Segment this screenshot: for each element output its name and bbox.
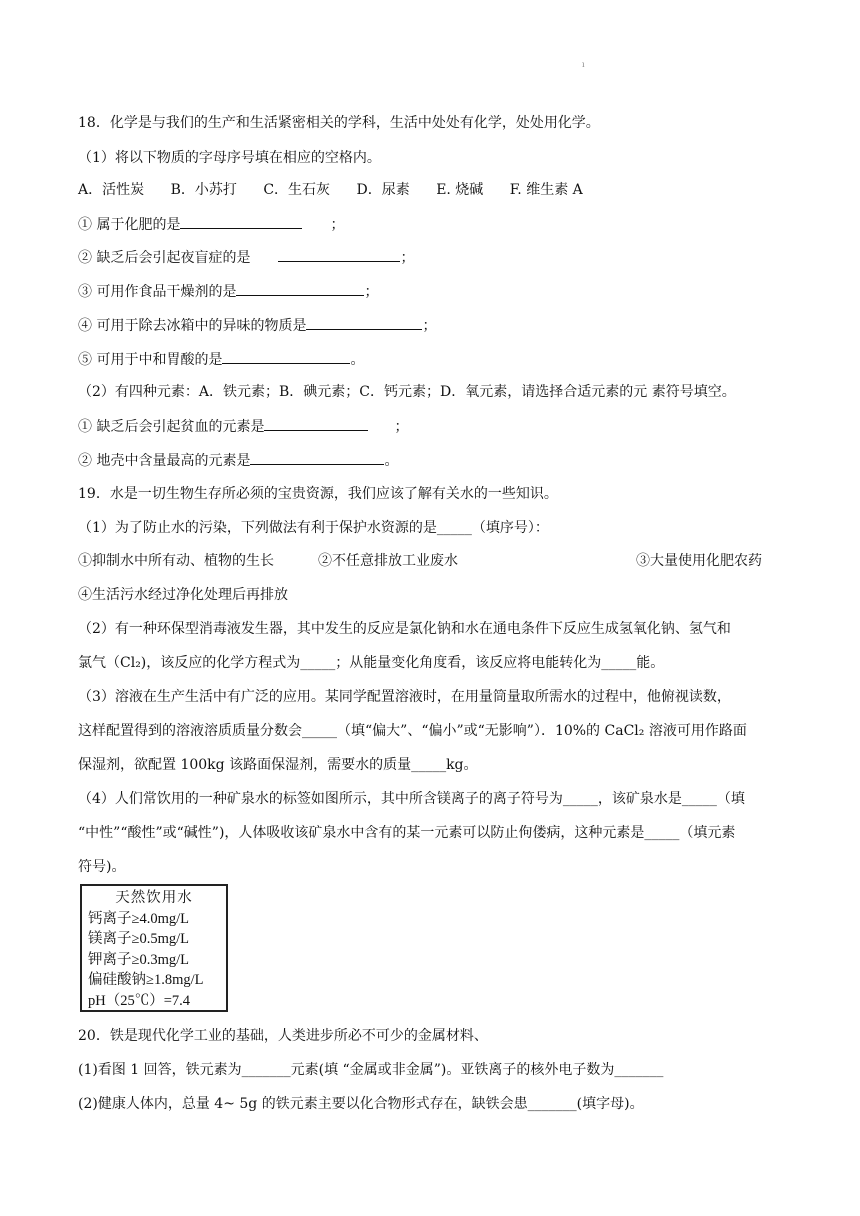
q20-stem: 20．铁是现代化学工业的基础，人类进步所必不可少的金属材料、 xyxy=(78,1028,488,1044)
q19-part4-line-2: “中性”“酸性”或“碱性”)，人体吸收该矿泉水中含有的某一元素可以防止佝偻病，这种元素是_____（填元素 xyxy=(78,825,736,841)
q19-stem: 19．水是一切生物生存所必须的宝贵资源，我们应该了解有关水的一些知识。 xyxy=(78,486,558,502)
q19-part2-line-1: （2）有一种环保型消毒液发生器，其中发生的反应是氯化钠和水在通电条件下反应生成氢氧化钠、氢气和 xyxy=(78,621,731,637)
option-b: B．小苏打 xyxy=(170,182,237,198)
answer-blank xyxy=(306,315,422,330)
q18-options xyxy=(78,180,798,200)
q18-part2-item-1: ① 缺乏后会引起贫血的元素是 ； xyxy=(78,416,798,437)
q18-item-3: ③ 可用作食品干燥剂的是 ； xyxy=(78,281,798,302)
q18-item-4: ④ 可用于除去冰箱中的异味的物质是 ； xyxy=(78,315,798,336)
q19-part2-line-2: 氯气（Cl₂)，该反应的化学方程式为_____；从能量变化角度看，该反应将电能转化为_____能。 xyxy=(78,655,665,671)
mineral-water-label xyxy=(80,884,228,1012)
page-mark: ı xyxy=(582,60,585,69)
q19-part4-line-3: 符号)。 xyxy=(78,859,126,875)
option-a: A．活性炭 xyxy=(78,182,145,198)
answer-blank xyxy=(236,281,364,296)
q18-part2-item-2: ② 地壳中含量最高的元素是 。 xyxy=(78,450,798,471)
label-line: pH（25℃）=7.4 xyxy=(88,992,191,1009)
answer-blank xyxy=(278,247,400,262)
q19-part3-line-3: 保湿剂，欲配置 100kg 该路面保湿剂，需要水的质量_____kg。 xyxy=(78,757,478,773)
q18-stem: 18．化学是与我们的生产和生活紧密相关的学科，生活中处处有化学，处处用化学。 xyxy=(78,115,600,131)
q18-item-5: ⑤ 可用于中和胃酸的是 。 xyxy=(78,349,798,370)
answer-blank xyxy=(180,214,302,229)
label-line: 钾离子≥0.3mg/L xyxy=(88,951,189,968)
q19-part4-line-1: （4）人们常饮用的一种矿泉水的标签如图所示，其中所含镁离子的离子符号为_____，该矿泉水是_____（填 xyxy=(78,791,745,807)
q18-item-2: ② 缺乏后会引起夜盲症的是 ； xyxy=(78,247,798,268)
option-e: E. 烧碱 xyxy=(436,182,484,198)
answer-blank xyxy=(222,349,350,364)
q20-part2: (2)健康人体内，总量 4~ 5g 的铁元素主要以化合物形式存在，缺铁会患_______(填字母)。 xyxy=(78,1096,644,1112)
label-title: 天然饮用水 xyxy=(115,890,193,906)
label-line: 镁离子≥0.5mg/L xyxy=(88,931,189,947)
label-line: 偏硅酸钠≥1.8mg/L xyxy=(88,972,204,988)
answer-blank xyxy=(250,450,384,465)
q19-part3-line-2: 这样配置得到的溶液溶质质量分数会_____（填“偏大”、“偏小”或“无影响”）．10%的 CaCl₂ 溶液可用作路面 xyxy=(78,723,747,739)
q19-part3-line-1: （3）溶液在生产生活中有广泛的应用。某同学配置溶液时，在用量筒量取所需水的过程中，他俯视读数， xyxy=(78,689,731,705)
answer-blank xyxy=(264,416,368,431)
q18-item-1: ① 属于化肥的是 ； xyxy=(78,214,798,235)
q19-part1-options: ①抑制水中所有动、植物的生长 ②不任意排放工业废水 ③大量使用化肥农药 xyxy=(78,553,762,569)
q19-part1-option-4: ④生活污水经过净化处理后再排放 xyxy=(78,587,288,603)
option-f: F. 维生素 A xyxy=(509,182,583,198)
label-line: 钙离子≥4.0mg/L xyxy=(88,910,189,927)
q18-part2-intro: （2）有四种元素：A．铁元素；B．碘元素；C．钙元素；D．氧元素，请选择合适元素的元 素符号填空。 xyxy=(78,384,736,400)
q20-part1: (1)看图 1 回答，铁元素为_______元素(填 “金属或非金属”)。亚铁离子的核外电子数为_______ xyxy=(78,1062,664,1078)
option-d: D．尿素 xyxy=(356,182,410,198)
q19-part1: （1）为了防止水的污染，下列做法有利于保护水资源的是_____（填序号）： xyxy=(78,520,549,536)
option-c: C．生石灰 xyxy=(263,182,331,198)
q18-part1-intro: （1）将以下物质的字母序号填在相应的空格内。 xyxy=(78,150,381,166)
